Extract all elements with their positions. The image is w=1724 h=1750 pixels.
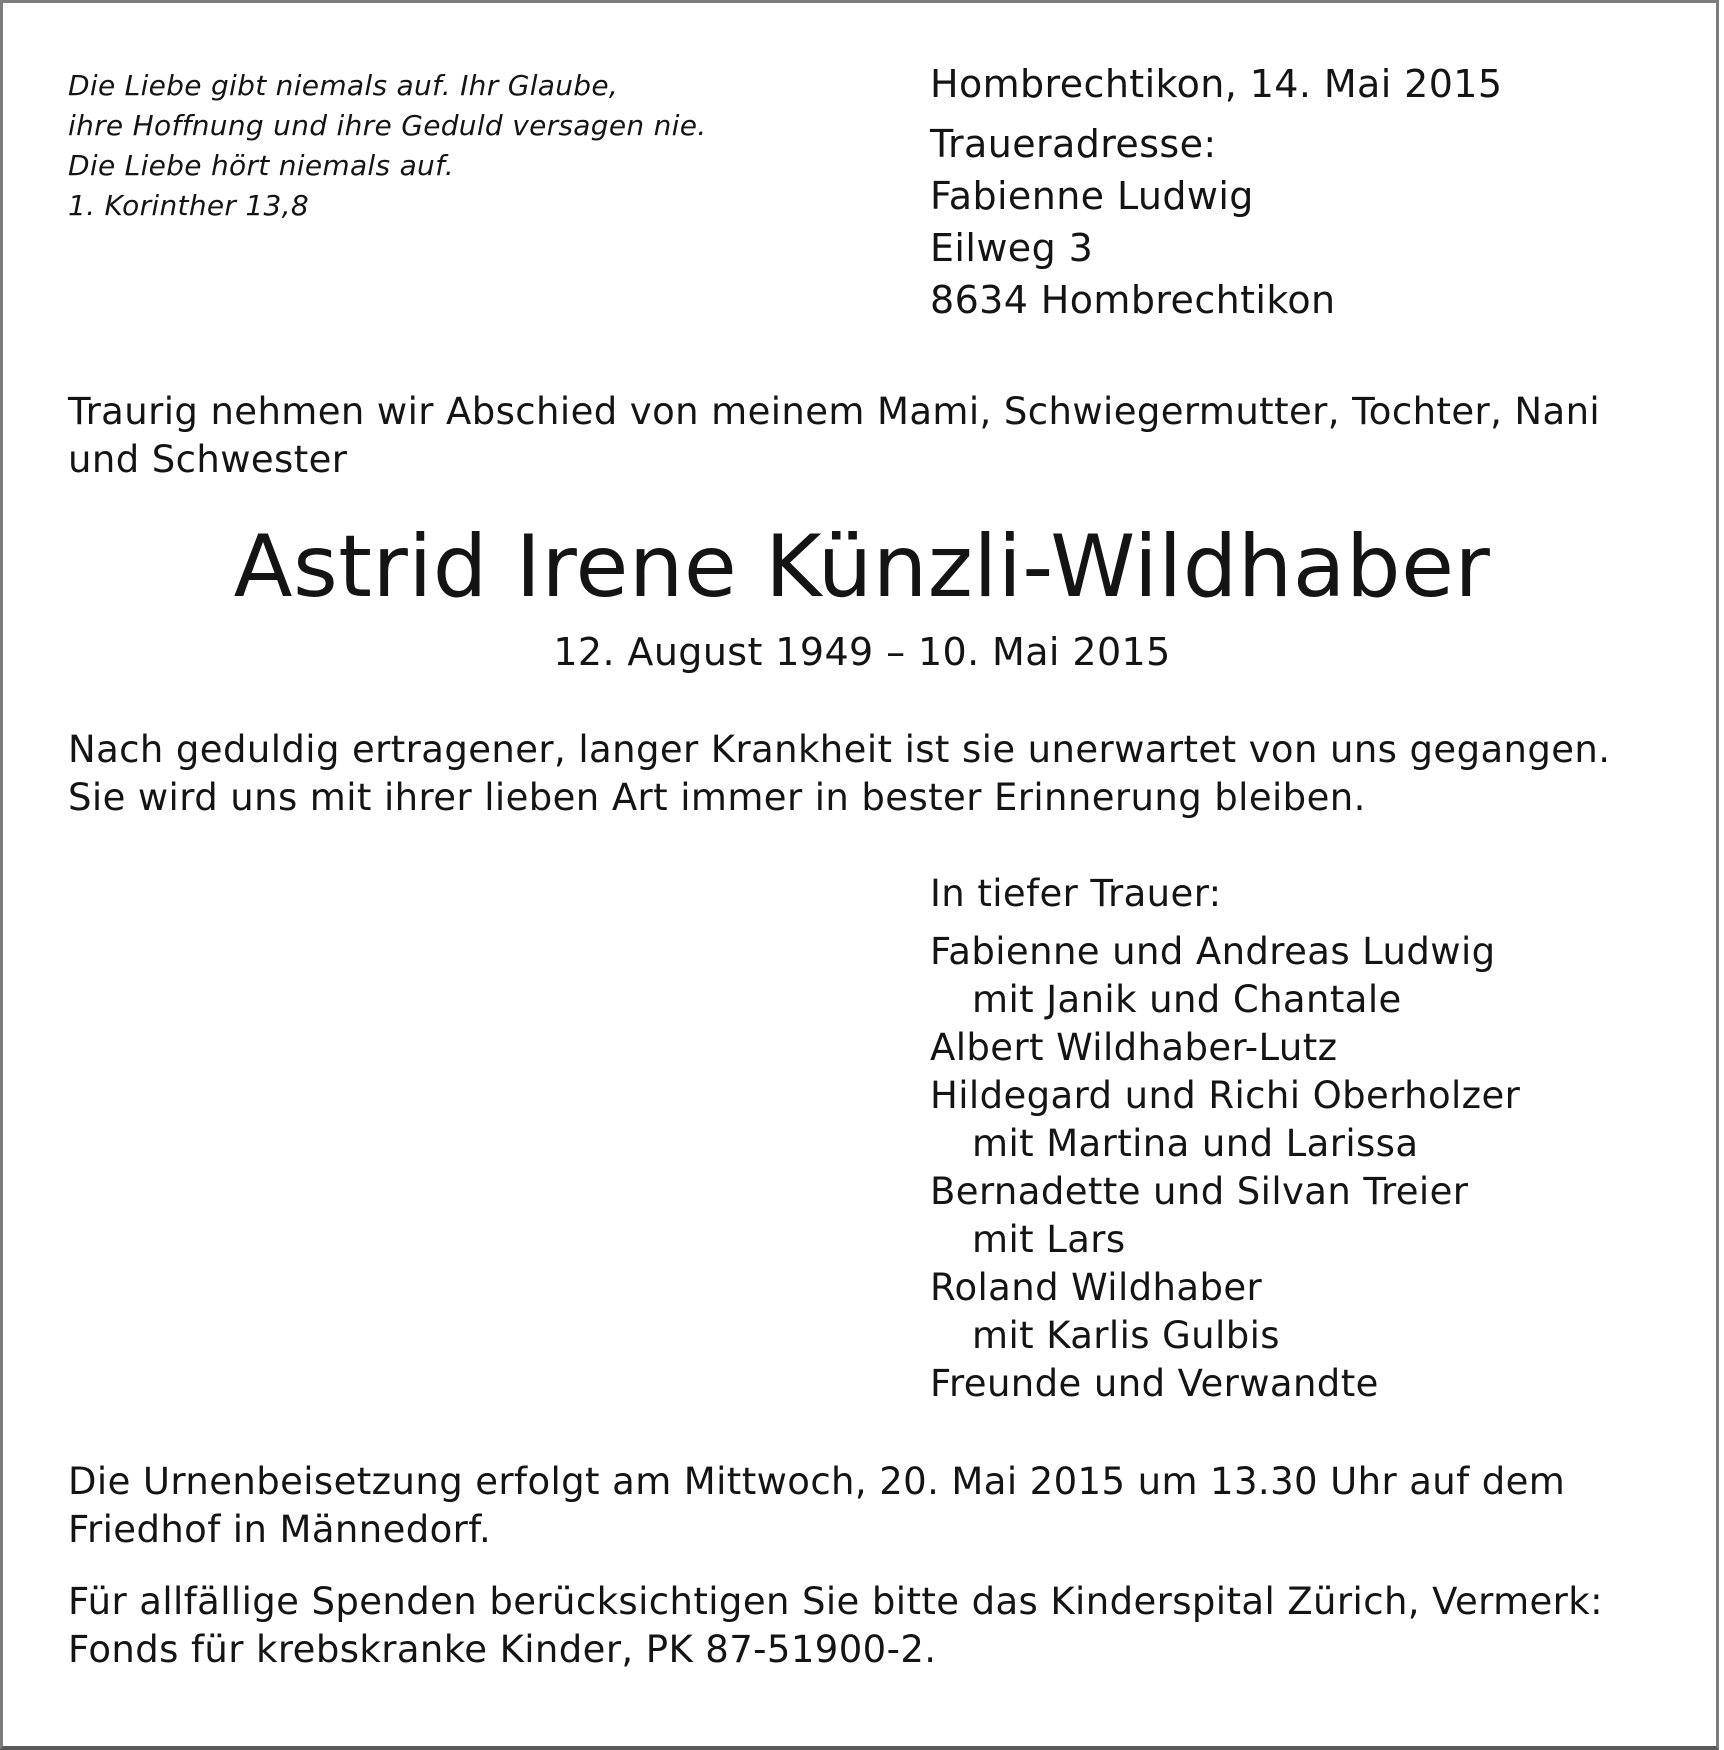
mourner-subline: mit Janik und Chantale <box>972 978 1402 1021</box>
mourners-heading: In tiefer Trauer: <box>930 872 1222 915</box>
mourner-line: Hildegard und Richi Oberholzer <box>930 1074 1521 1117</box>
address-name: Fabienne Ludwig <box>930 174 1254 218</box>
verse-line: ihre Hoffnung und ihre Geduld versagen nie. <box>68 109 707 142</box>
mourner-line: Fabienne und Andreas Ludwig <box>930 930 1496 973</box>
mourner-subline: mit Martina und Larissa <box>972 1122 1419 1165</box>
verse-line: Die Liebe gibt niemals auf. Ihr Glaube, <box>68 69 619 102</box>
verse-line: Die Liebe hört niemals auf. <box>68 149 454 182</box>
ceremony-notice: Die Urnenbeisetzung erfolgt am Mittwoch, 20. Mai 2015 um 13.30 Uhr auf dem Friedhof in Männedorf. <box>68 1460 1566 1551</box>
mourner-line: Freunde und Verwandte <box>930 1362 1379 1405</box>
mourner-line: Bernadette und Silvan Treier <box>930 1170 1469 1213</box>
address-city: 8634 Hombrechtikon <box>930 278 1336 322</box>
mourners-list <box>930 870 1520 1408</box>
address-label: Traueradresse: <box>930 122 1217 166</box>
mourner-subline: mit Lars <box>972 1218 1126 1261</box>
donation-notice: Für allfällige Spenden berücksichtigen Sie bitte das Kinderspital Zürich, Vermerk: Fonds für krebskranke Kinder, PK 87-51900-2. <box>68 1580 1603 1671</box>
body-text: Nach geduldig ertragener, langer Krankheit ist sie unerwartet von uns gegangen. Sie wird uns mit ihrer lieben Art immer in bester Erinnerung bleiben. <box>68 728 1611 819</box>
mourning-address <box>930 58 1502 326</box>
bible-verse <box>68 66 706 226</box>
mourner-line: Roland Wildhaber <box>930 1266 1263 1309</box>
place-date: Hombrechtikon, 14. Mai 2015 <box>930 62 1503 106</box>
address-street: Eilweg 3 <box>930 226 1094 270</box>
mourner-subline: mit Karlis Gulbis <box>972 1314 1280 1357</box>
intro-text: Traurig nehmen wir Abschied von meinem Mami, Schwiegermutter, Tochter, Nani und Schwester <box>68 390 1601 481</box>
deceased-name: Astrid Irene Künzli-Wildhaber <box>233 517 1491 617</box>
mourner-line: Albert Wildhaber-Lutz <box>930 1026 1338 1069</box>
life-dates: 12. August 1949 – 10. Mai 2015 <box>553 630 1171 674</box>
verse-reference: 1. Korinther 13,8 <box>68 189 309 222</box>
